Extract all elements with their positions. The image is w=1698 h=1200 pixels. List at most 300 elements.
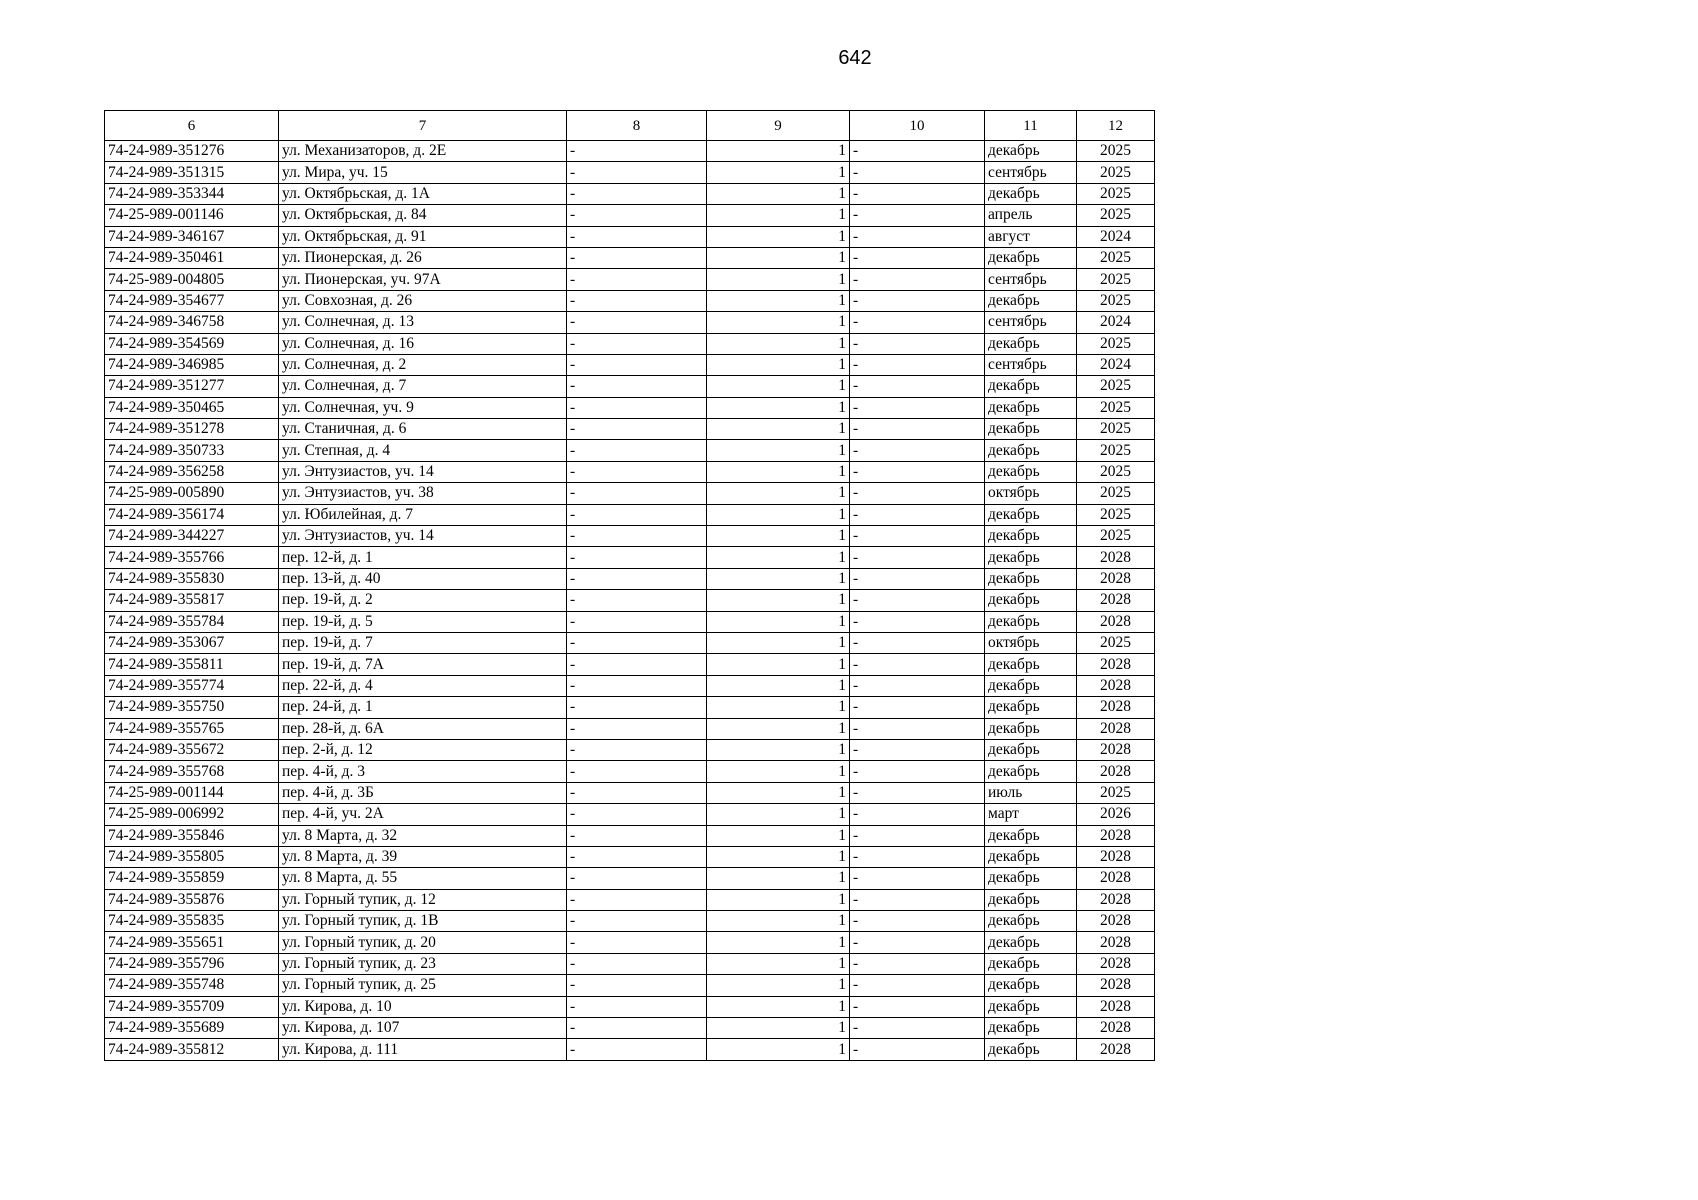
header-col-7: 7 xyxy=(279,111,567,141)
month-cell: декабрь xyxy=(985,247,1077,268)
month-cell: декабрь xyxy=(985,611,1077,632)
address-cell: ул. Октябрьская, д. 1А xyxy=(279,183,567,204)
address-cell: ул. 8 Марта, д. 39 xyxy=(279,846,567,867)
cadastral-number-cell: 74-24-989-350733 xyxy=(105,440,279,461)
quantity-cell: 1 xyxy=(707,718,850,739)
col-8-cell: - xyxy=(567,975,707,996)
header-col-10: 10 xyxy=(850,111,985,141)
year-cell: 2028 xyxy=(1077,868,1155,889)
col-10-cell: - xyxy=(850,183,985,204)
table-row xyxy=(105,868,1155,889)
year-cell: 2025 xyxy=(1077,461,1155,482)
quantity-cell: 1 xyxy=(707,611,850,632)
col-8-cell: - xyxy=(567,269,707,290)
month-cell: декабрь xyxy=(985,461,1077,482)
quantity-cell: 1 xyxy=(707,247,850,268)
table-row xyxy=(105,782,1155,803)
address-cell: ул. Станичная, д. 6 xyxy=(279,419,567,440)
quantity-cell: 1 xyxy=(707,376,850,397)
col-8-cell: - xyxy=(567,782,707,803)
col-10-cell: - xyxy=(850,782,985,803)
quantity-cell: 1 xyxy=(707,697,850,718)
cadastral-number-cell: 74-25-989-006992 xyxy=(105,804,279,825)
address-cell: ул. Октябрьская, д. 84 xyxy=(279,205,567,226)
address-cell: ул. Горный тупик, д. 1В xyxy=(279,911,567,932)
year-cell: 2025 xyxy=(1077,205,1155,226)
address-cell: пер. 19-й, д. 5 xyxy=(279,611,567,632)
cadastral-number-cell: 74-24-989-356174 xyxy=(105,504,279,525)
month-cell: март xyxy=(985,804,1077,825)
month-cell: декабрь xyxy=(985,526,1077,547)
year-cell: 2028 xyxy=(1077,975,1155,996)
col-10-cell: - xyxy=(850,825,985,846)
year-cell: 2028 xyxy=(1077,825,1155,846)
quantity-cell: 1 xyxy=(707,354,850,375)
month-cell: декабрь xyxy=(985,590,1077,611)
year-cell: 2028 xyxy=(1077,654,1155,675)
month-cell: декабрь xyxy=(985,183,1077,204)
month-cell: декабрь xyxy=(985,911,1077,932)
col-8-cell: - xyxy=(567,247,707,268)
header-col-6: 6 xyxy=(105,111,279,141)
table-row xyxy=(105,226,1155,247)
month-cell: декабрь xyxy=(985,290,1077,311)
col-10-cell: - xyxy=(850,504,985,525)
table-row xyxy=(105,419,1155,440)
header-col-12: 12 xyxy=(1077,111,1155,141)
col-8-cell: - xyxy=(567,504,707,525)
quantity-cell: 1 xyxy=(707,547,850,568)
address-cell: ул. Мира, уч. 15 xyxy=(279,162,567,183)
col-8-cell: - xyxy=(567,718,707,739)
month-cell: декабрь xyxy=(985,675,1077,696)
cadastral-number-cell: 74-24-989-356258 xyxy=(105,461,279,482)
col-10-cell: - xyxy=(850,205,985,226)
year-cell: 2028 xyxy=(1077,1039,1155,1060)
month-cell: декабрь xyxy=(985,846,1077,867)
page-number: 642 xyxy=(838,47,872,69)
year-cell: 2028 xyxy=(1077,547,1155,568)
table-row xyxy=(105,290,1155,311)
col-8-cell: - xyxy=(567,846,707,867)
col-10-cell: - xyxy=(850,376,985,397)
month-cell: октябрь xyxy=(985,632,1077,653)
quantity-cell: 1 xyxy=(707,419,850,440)
month-cell: декабрь xyxy=(985,868,1077,889)
col-8-cell: - xyxy=(567,675,707,696)
col-8-cell: - xyxy=(567,568,707,589)
col-8-cell: - xyxy=(567,162,707,183)
col-8-cell: - xyxy=(567,290,707,311)
col-8-cell: - xyxy=(567,183,707,204)
month-cell: декабрь xyxy=(985,739,1077,760)
quantity-cell: 1 xyxy=(707,162,850,183)
address-cell: ул. Солнечная, д. 16 xyxy=(279,333,567,354)
year-cell: 2028 xyxy=(1077,846,1155,867)
table-row xyxy=(105,804,1155,825)
year-cell: 2028 xyxy=(1077,697,1155,718)
address-cell: пер. 22-й, д. 4 xyxy=(279,675,567,696)
cadastral-number-cell: 74-24-989-351278 xyxy=(105,419,279,440)
month-cell: сентябрь xyxy=(985,162,1077,183)
address-cell: ул. Механизаторов, д. 2Е xyxy=(279,141,567,162)
table-row xyxy=(105,547,1155,568)
address-cell: пер. 13-й, д. 40 xyxy=(279,568,567,589)
table-row xyxy=(105,761,1155,782)
table-row xyxy=(105,247,1155,268)
quantity-cell: 1 xyxy=(707,1039,850,1060)
cadastral-number-cell: 74-25-989-001146 xyxy=(105,205,279,226)
year-cell: 2025 xyxy=(1077,397,1155,418)
table-row xyxy=(105,1039,1155,1060)
col-8-cell: - xyxy=(567,996,707,1017)
col-8-cell: - xyxy=(567,419,707,440)
year-cell: 2028 xyxy=(1077,996,1155,1017)
address-cell: ул. Солнечная, д. 2 xyxy=(279,354,567,375)
table-row xyxy=(105,611,1155,632)
table-row xyxy=(105,397,1155,418)
col-10-cell: - xyxy=(850,654,985,675)
month-cell: декабрь xyxy=(985,932,1077,953)
month-cell: сентябрь xyxy=(985,312,1077,333)
quantity-cell: 1 xyxy=(707,333,850,354)
address-cell: ул. Горный тупик, д. 23 xyxy=(279,953,567,974)
month-cell: декабрь xyxy=(985,996,1077,1017)
address-cell: ул. Горный тупик, д. 25 xyxy=(279,975,567,996)
cadastral-number-cell: 74-24-989-355805 xyxy=(105,846,279,867)
table-row xyxy=(105,526,1155,547)
col-10-cell: - xyxy=(850,675,985,696)
cadastral-number-cell: 74-24-989-353344 xyxy=(105,183,279,204)
quantity-cell: 1 xyxy=(707,141,850,162)
col-10-cell: - xyxy=(850,419,985,440)
quantity-cell: 1 xyxy=(707,226,850,247)
quantity-cell: 1 xyxy=(707,504,850,525)
table-row xyxy=(105,739,1155,760)
address-cell: пер. 4-й, д. 3Б xyxy=(279,782,567,803)
year-cell: 2025 xyxy=(1077,483,1155,504)
quantity-cell: 1 xyxy=(707,654,850,675)
quantity-cell: 1 xyxy=(707,825,850,846)
col-10-cell: - xyxy=(850,483,985,504)
cadastral-number-cell: 74-24-989-355859 xyxy=(105,868,279,889)
col-10-cell: - xyxy=(850,889,985,910)
col-10-cell: - xyxy=(850,911,985,932)
registry-table xyxy=(104,110,1155,1061)
year-cell: 2024 xyxy=(1077,312,1155,333)
col-8-cell: - xyxy=(567,697,707,718)
col-10-cell: - xyxy=(850,162,985,183)
year-cell: 2025 xyxy=(1077,526,1155,547)
col-10-cell: - xyxy=(850,697,985,718)
col-10-cell: - xyxy=(850,632,985,653)
month-cell: декабрь xyxy=(985,440,1077,461)
col-10-cell: - xyxy=(850,333,985,354)
year-cell: 2028 xyxy=(1077,932,1155,953)
month-cell: сентябрь xyxy=(985,269,1077,290)
year-cell: 2025 xyxy=(1077,141,1155,162)
year-cell: 2028 xyxy=(1077,953,1155,974)
cadastral-number-cell: 74-24-989-355796 xyxy=(105,953,279,974)
year-cell: 2025 xyxy=(1077,290,1155,311)
col-10-cell: - xyxy=(850,953,985,974)
quantity-cell: 1 xyxy=(707,440,850,461)
quantity-cell: 1 xyxy=(707,205,850,226)
col-10-cell: - xyxy=(850,739,985,760)
year-cell: 2028 xyxy=(1077,718,1155,739)
cadastral-number-cell: 74-24-989-351276 xyxy=(105,141,279,162)
year-cell: 2024 xyxy=(1077,354,1155,375)
table-row xyxy=(105,590,1155,611)
quantity-cell: 1 xyxy=(707,461,850,482)
address-cell: ул. Горный тупик, д. 20 xyxy=(279,932,567,953)
col-8-cell: - xyxy=(567,761,707,782)
table-row xyxy=(105,461,1155,482)
header-col-11: 11 xyxy=(985,111,1077,141)
col-10-cell: - xyxy=(850,568,985,589)
col-10-cell: - xyxy=(850,461,985,482)
col-8-cell: - xyxy=(567,461,707,482)
table-row xyxy=(105,568,1155,589)
address-cell: пер. 2-й, д. 12 xyxy=(279,739,567,760)
address-cell: ул. 8 Марта, д. 32 xyxy=(279,825,567,846)
table-body xyxy=(105,141,1155,1061)
address-cell: ул. Энтузиастов, уч. 14 xyxy=(279,461,567,482)
month-cell: декабрь xyxy=(985,1018,1077,1039)
quantity-cell: 1 xyxy=(707,183,850,204)
quantity-cell: 1 xyxy=(707,312,850,333)
table-row xyxy=(105,183,1155,204)
year-cell: 2028 xyxy=(1077,675,1155,696)
col-10-cell: - xyxy=(850,868,985,889)
year-cell: 2025 xyxy=(1077,247,1155,268)
quantity-cell: 1 xyxy=(707,526,850,547)
col-8-cell: - xyxy=(567,205,707,226)
year-cell: 2028 xyxy=(1077,761,1155,782)
table-row xyxy=(105,333,1155,354)
table-row xyxy=(105,675,1155,696)
address-cell: ул. Кирова, д. 10 xyxy=(279,996,567,1017)
month-cell: декабрь xyxy=(985,547,1077,568)
cadastral-number-cell: 74-24-989-344227 xyxy=(105,526,279,547)
quantity-cell: 1 xyxy=(707,1018,850,1039)
cadastral-number-cell: 74-24-989-355689 xyxy=(105,1018,279,1039)
col-8-cell: - xyxy=(567,547,707,568)
year-cell: 2025 xyxy=(1077,632,1155,653)
quantity-cell: 1 xyxy=(707,889,850,910)
month-cell: декабрь xyxy=(985,141,1077,162)
table-row xyxy=(105,889,1155,910)
quantity-cell: 1 xyxy=(707,632,850,653)
address-cell: ул. Кирова, д. 111 xyxy=(279,1039,567,1060)
col-8-cell: - xyxy=(567,911,707,932)
address-cell: пер. 28-й, д. 6А xyxy=(279,718,567,739)
table-row xyxy=(105,654,1155,675)
col-8-cell: - xyxy=(567,226,707,247)
cadastral-number-cell: 74-24-989-346167 xyxy=(105,226,279,247)
col-10-cell: - xyxy=(850,440,985,461)
cadastral-number-cell: 74-24-989-355672 xyxy=(105,739,279,760)
table-row xyxy=(105,269,1155,290)
year-cell: 2028 xyxy=(1077,1018,1155,1039)
col-10-cell: - xyxy=(850,397,985,418)
cadastral-number-cell: 74-24-989-350465 xyxy=(105,397,279,418)
table-row xyxy=(105,312,1155,333)
col-10-cell: - xyxy=(850,1039,985,1060)
col-10-cell: - xyxy=(850,141,985,162)
quantity-cell: 1 xyxy=(707,761,850,782)
table-row xyxy=(105,162,1155,183)
quantity-cell: 1 xyxy=(707,590,850,611)
col-10-cell: - xyxy=(850,312,985,333)
quantity-cell: 1 xyxy=(707,397,850,418)
quantity-cell: 1 xyxy=(707,269,850,290)
month-cell: декабрь xyxy=(985,761,1077,782)
address-cell: пер. 24-й, д. 1 xyxy=(279,697,567,718)
col-8-cell: - xyxy=(567,611,707,632)
year-cell: 2028 xyxy=(1077,590,1155,611)
col-8-cell: - xyxy=(567,932,707,953)
col-10-cell: - xyxy=(850,226,985,247)
quantity-cell: 1 xyxy=(707,782,850,803)
cadastral-number-cell: 74-24-989-355774 xyxy=(105,675,279,696)
month-cell: декабрь xyxy=(985,825,1077,846)
cadastral-number-cell: 74-24-989-353067 xyxy=(105,632,279,653)
year-cell: 2028 xyxy=(1077,611,1155,632)
address-cell: ул. Степная, д. 4 xyxy=(279,440,567,461)
quantity-cell: 1 xyxy=(707,675,850,696)
header-col-9: 9 xyxy=(707,111,850,141)
month-cell: декабрь xyxy=(985,568,1077,589)
year-cell: 2025 xyxy=(1077,782,1155,803)
col-10-cell: - xyxy=(850,526,985,547)
header-row xyxy=(105,111,1155,141)
cadastral-number-cell: 74-24-989-355835 xyxy=(105,911,279,932)
col-8-cell: - xyxy=(567,376,707,397)
table-row xyxy=(105,354,1155,375)
quantity-cell: 1 xyxy=(707,996,850,1017)
col-10-cell: - xyxy=(850,846,985,867)
col-8-cell: - xyxy=(567,141,707,162)
col-8-cell: - xyxy=(567,354,707,375)
year-cell: 2028 xyxy=(1077,568,1155,589)
col-8-cell: - xyxy=(567,590,707,611)
cadastral-number-cell: 74-24-989-351277 xyxy=(105,376,279,397)
col-8-cell: - xyxy=(567,889,707,910)
col-8-cell: - xyxy=(567,397,707,418)
cadastral-number-cell: 74-24-989-355709 xyxy=(105,996,279,1017)
month-cell: декабрь xyxy=(985,718,1077,739)
col-8-cell: - xyxy=(567,825,707,846)
table-row xyxy=(105,932,1155,953)
address-cell: ул. Юбилейная, д. 7 xyxy=(279,504,567,525)
cadastral-number-cell: 74-24-989-355830 xyxy=(105,568,279,589)
col-8-cell: - xyxy=(567,953,707,974)
quantity-cell: 1 xyxy=(707,846,850,867)
col-8-cell: - xyxy=(567,333,707,354)
cadastral-number-cell: 74-24-989-355784 xyxy=(105,611,279,632)
col-10-cell: - xyxy=(850,975,985,996)
quantity-cell: 1 xyxy=(707,868,850,889)
table-row xyxy=(105,911,1155,932)
table-row xyxy=(105,697,1155,718)
address-cell: пер. 19-й, д. 7А xyxy=(279,654,567,675)
month-cell: декабрь xyxy=(985,504,1077,525)
table-row xyxy=(105,632,1155,653)
address-cell: ул. Солнечная, д. 13 xyxy=(279,312,567,333)
col-10-cell: - xyxy=(850,761,985,782)
address-cell: ул. Пионерская, уч. 97А xyxy=(279,269,567,290)
month-cell: декабрь xyxy=(985,397,1077,418)
cadastral-number-cell: 74-24-989-355768 xyxy=(105,761,279,782)
cadastral-number-cell: 74-24-989-355765 xyxy=(105,718,279,739)
table-row xyxy=(105,483,1155,504)
quantity-cell: 1 xyxy=(707,568,850,589)
year-cell: 2025 xyxy=(1077,376,1155,397)
cadastral-number-cell: 74-25-989-001144 xyxy=(105,782,279,803)
month-cell: июль xyxy=(985,782,1077,803)
table-row xyxy=(105,825,1155,846)
address-cell: пер. 19-й, д. 2 xyxy=(279,590,567,611)
year-cell: 2025 xyxy=(1077,269,1155,290)
month-cell: апрель xyxy=(985,205,1077,226)
cadastral-number-cell: 74-24-989-355817 xyxy=(105,590,279,611)
col-8-cell: - xyxy=(567,739,707,760)
col-10-cell: - xyxy=(850,354,985,375)
col-8-cell: - xyxy=(567,1039,707,1060)
month-cell: декабрь xyxy=(985,697,1077,718)
col-10-cell: - xyxy=(850,1018,985,1039)
table-row xyxy=(105,975,1155,996)
year-cell: 2024 xyxy=(1077,226,1155,247)
month-cell: сентябрь xyxy=(985,354,1077,375)
cadastral-number-cell: 74-24-989-354677 xyxy=(105,290,279,311)
address-cell: ул. Кирова, д. 107 xyxy=(279,1018,567,1039)
address-cell: ул. Пионерская, д. 26 xyxy=(279,247,567,268)
address-cell: ул. Энтузиастов, уч. 38 xyxy=(279,483,567,504)
col-8-cell: - xyxy=(567,526,707,547)
address-cell: ул. Горный тупик, д. 12 xyxy=(279,889,567,910)
table-row xyxy=(105,440,1155,461)
table-row xyxy=(105,718,1155,739)
quantity-cell: 1 xyxy=(707,290,850,311)
address-cell: ул. Солнечная, д. 7 xyxy=(279,376,567,397)
col-8-cell: - xyxy=(567,483,707,504)
address-cell: пер. 4-й, д. 3 xyxy=(279,761,567,782)
cadastral-number-cell: 74-24-989-354569 xyxy=(105,333,279,354)
table-row xyxy=(105,141,1155,162)
year-cell: 2028 xyxy=(1077,911,1155,932)
col-10-cell: - xyxy=(850,611,985,632)
cadastral-number-cell: 74-24-989-351315 xyxy=(105,162,279,183)
cadastral-number-cell: 74-25-989-004805 xyxy=(105,269,279,290)
quantity-cell: 1 xyxy=(707,483,850,504)
year-cell: 2028 xyxy=(1077,739,1155,760)
month-cell: декабрь xyxy=(985,975,1077,996)
cadastral-number-cell: 74-24-989-355748 xyxy=(105,975,279,996)
header-col-8: 8 xyxy=(567,111,707,141)
col-8-cell: - xyxy=(567,868,707,889)
table-row xyxy=(105,1018,1155,1039)
month-cell: декабрь xyxy=(985,419,1077,440)
col-8-cell: - xyxy=(567,440,707,461)
quantity-cell: 1 xyxy=(707,975,850,996)
col-10-cell: - xyxy=(850,290,985,311)
col-10-cell: - xyxy=(850,996,985,1017)
address-cell: ул. Октябрьская, д. 91 xyxy=(279,226,567,247)
table-row xyxy=(105,504,1155,525)
cadastral-number-cell: 74-24-989-355846 xyxy=(105,825,279,846)
